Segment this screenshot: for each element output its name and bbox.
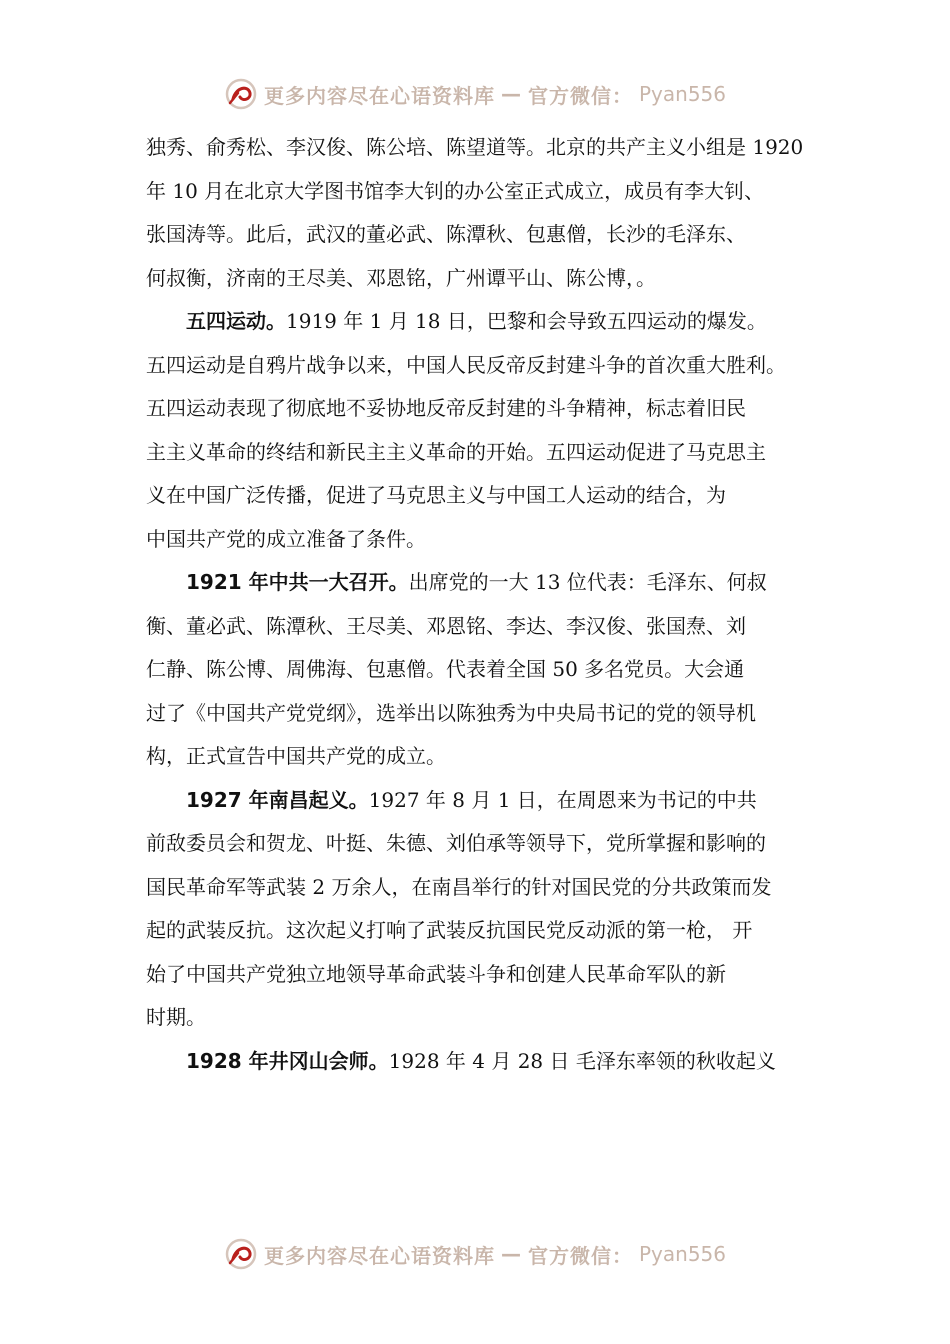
text-line: 五四运动表现了彻底地不妥协地反帝反封建的斗争精神，标志着旧民 — [146, 396, 746, 420]
text-line: 仁静、陈公博、周佛海、包惠僧。代表着全国 50 多名党员。大会通 — [146, 657, 745, 681]
paragraph-heading: 1928 年井冈山会师。 — [186, 1048, 389, 1073]
swirl-logo-icon — [224, 77, 258, 111]
paragraph-jinggangshan — [146, 1040, 826, 1084]
text-line: 起的武装反抗。这次起义打响了武装反抗国民党反动派的第一枪， 开 — [146, 918, 753, 942]
paragraph-heading: 1927 年南昌起义。 — [186, 787, 369, 812]
paragraph-nanchang-uprising — [146, 779, 826, 1040]
text-line: 过了《中国共产党党纲》，选举出以陈独秀为中央局书记的党的领导机 — [146, 700, 756, 725]
text-line: 中国共产党的成立准备了条件。 — [146, 526, 426, 551]
text-line: 构，正式宣告中国共产党的成立。 — [146, 744, 446, 768]
text-line: 时期。 — [146, 1005, 206, 1029]
text-line — [146, 779, 826, 823]
watermark-separator: — — [500, 1242, 522, 1266]
text-line: 义在中国广泛传播，促进了马克思主义与中国工人运动的结合，为 — [146, 483, 726, 507]
watermark-label: 官方微信： — [527, 1243, 633, 1268]
paragraph-may-fourth — [146, 300, 826, 561]
text-line: 衡、董必武、陈潭秋、王尽美、邓恩铭、李达、李汉俊、张国焘、刘 — [146, 613, 746, 638]
text-line: 五四运动是自鸦片战争以来，中国人民反帝反封建斗争的首次重大胜利。 — [146, 352, 786, 377]
paragraph-heading: 1921 年中共一大召开。 — [186, 570, 409, 594]
watermark-text: 更多内容尽在心语资料库 — [263, 1243, 495, 1268]
footer-watermark — [0, 1234, 950, 1274]
watermark-handle: Pyan556 — [638, 82, 726, 106]
text-line: 独秀、俞秀松、李汉俊、陈公培、陈望道等。北京的共产主义小组是 1920 — [146, 135, 804, 159]
text-line: 年 10 月在北京大学图书馆李大钊的办公室正式成立，成员有李大钊、 — [146, 178, 765, 203]
watermark-text: 更多内容尽在心语资料库 — [263, 83, 495, 108]
text-line: 张国涛等。此后，武汉的董必武、陈潭秋、包惠僧，长沙的毛泽东、 — [146, 222, 746, 246]
text-line: 何叔衡，济南的王尽美、邓恩铭，广州谭平山、陈公博，。 — [146, 265, 656, 290]
header-watermark — [0, 74, 950, 114]
text-line: 主主义革命的终结和新民主主义革命的开始。五四运动促进了马克思主 — [146, 439, 766, 464]
text-line: 始了中国共产党独立地领导革命武装斗争和创建人民革命军队的新 — [146, 961, 726, 986]
text-segment: 1927 年 8 月 1 日，在周恩来为书记的中共 — [368, 787, 757, 812]
text-line — [146, 1040, 826, 1084]
text-line: 前敌委员会和贺龙、叶挺、朱德、刘伯承等领导下，党所掌握和影响的 — [146, 831, 766, 855]
watermark-label: 官方微信： — [527, 83, 633, 108]
document-body — [146, 126, 826, 1083]
watermark-handle: Pyan556 — [638, 1242, 726, 1266]
text-line: 国民革命军等武装 2 万余人，在南昌举行的针对国民党的分共政策而发 — [146, 874, 772, 899]
text-segment: 1919 年 1 月 18 日，巴黎和会导致五四运动的爆发。 — [286, 309, 767, 333]
paragraph-communist-groups — [146, 126, 826, 300]
text-line — [146, 300, 826, 344]
paragraph-first-congress — [146, 561, 826, 779]
paragraph-heading: 五四运动。 — [186, 309, 286, 333]
text-segment: 1928 年 4 月 28 日 毛泽东率领的秋收起义 — [388, 1048, 776, 1073]
text-line — [146, 561, 826, 605]
watermark-separator: — — [500, 82, 522, 106]
text-segment: 出席党的一大 13 位代表：毛泽东、何叔 — [408, 570, 767, 594]
swirl-logo-icon — [224, 1237, 258, 1271]
